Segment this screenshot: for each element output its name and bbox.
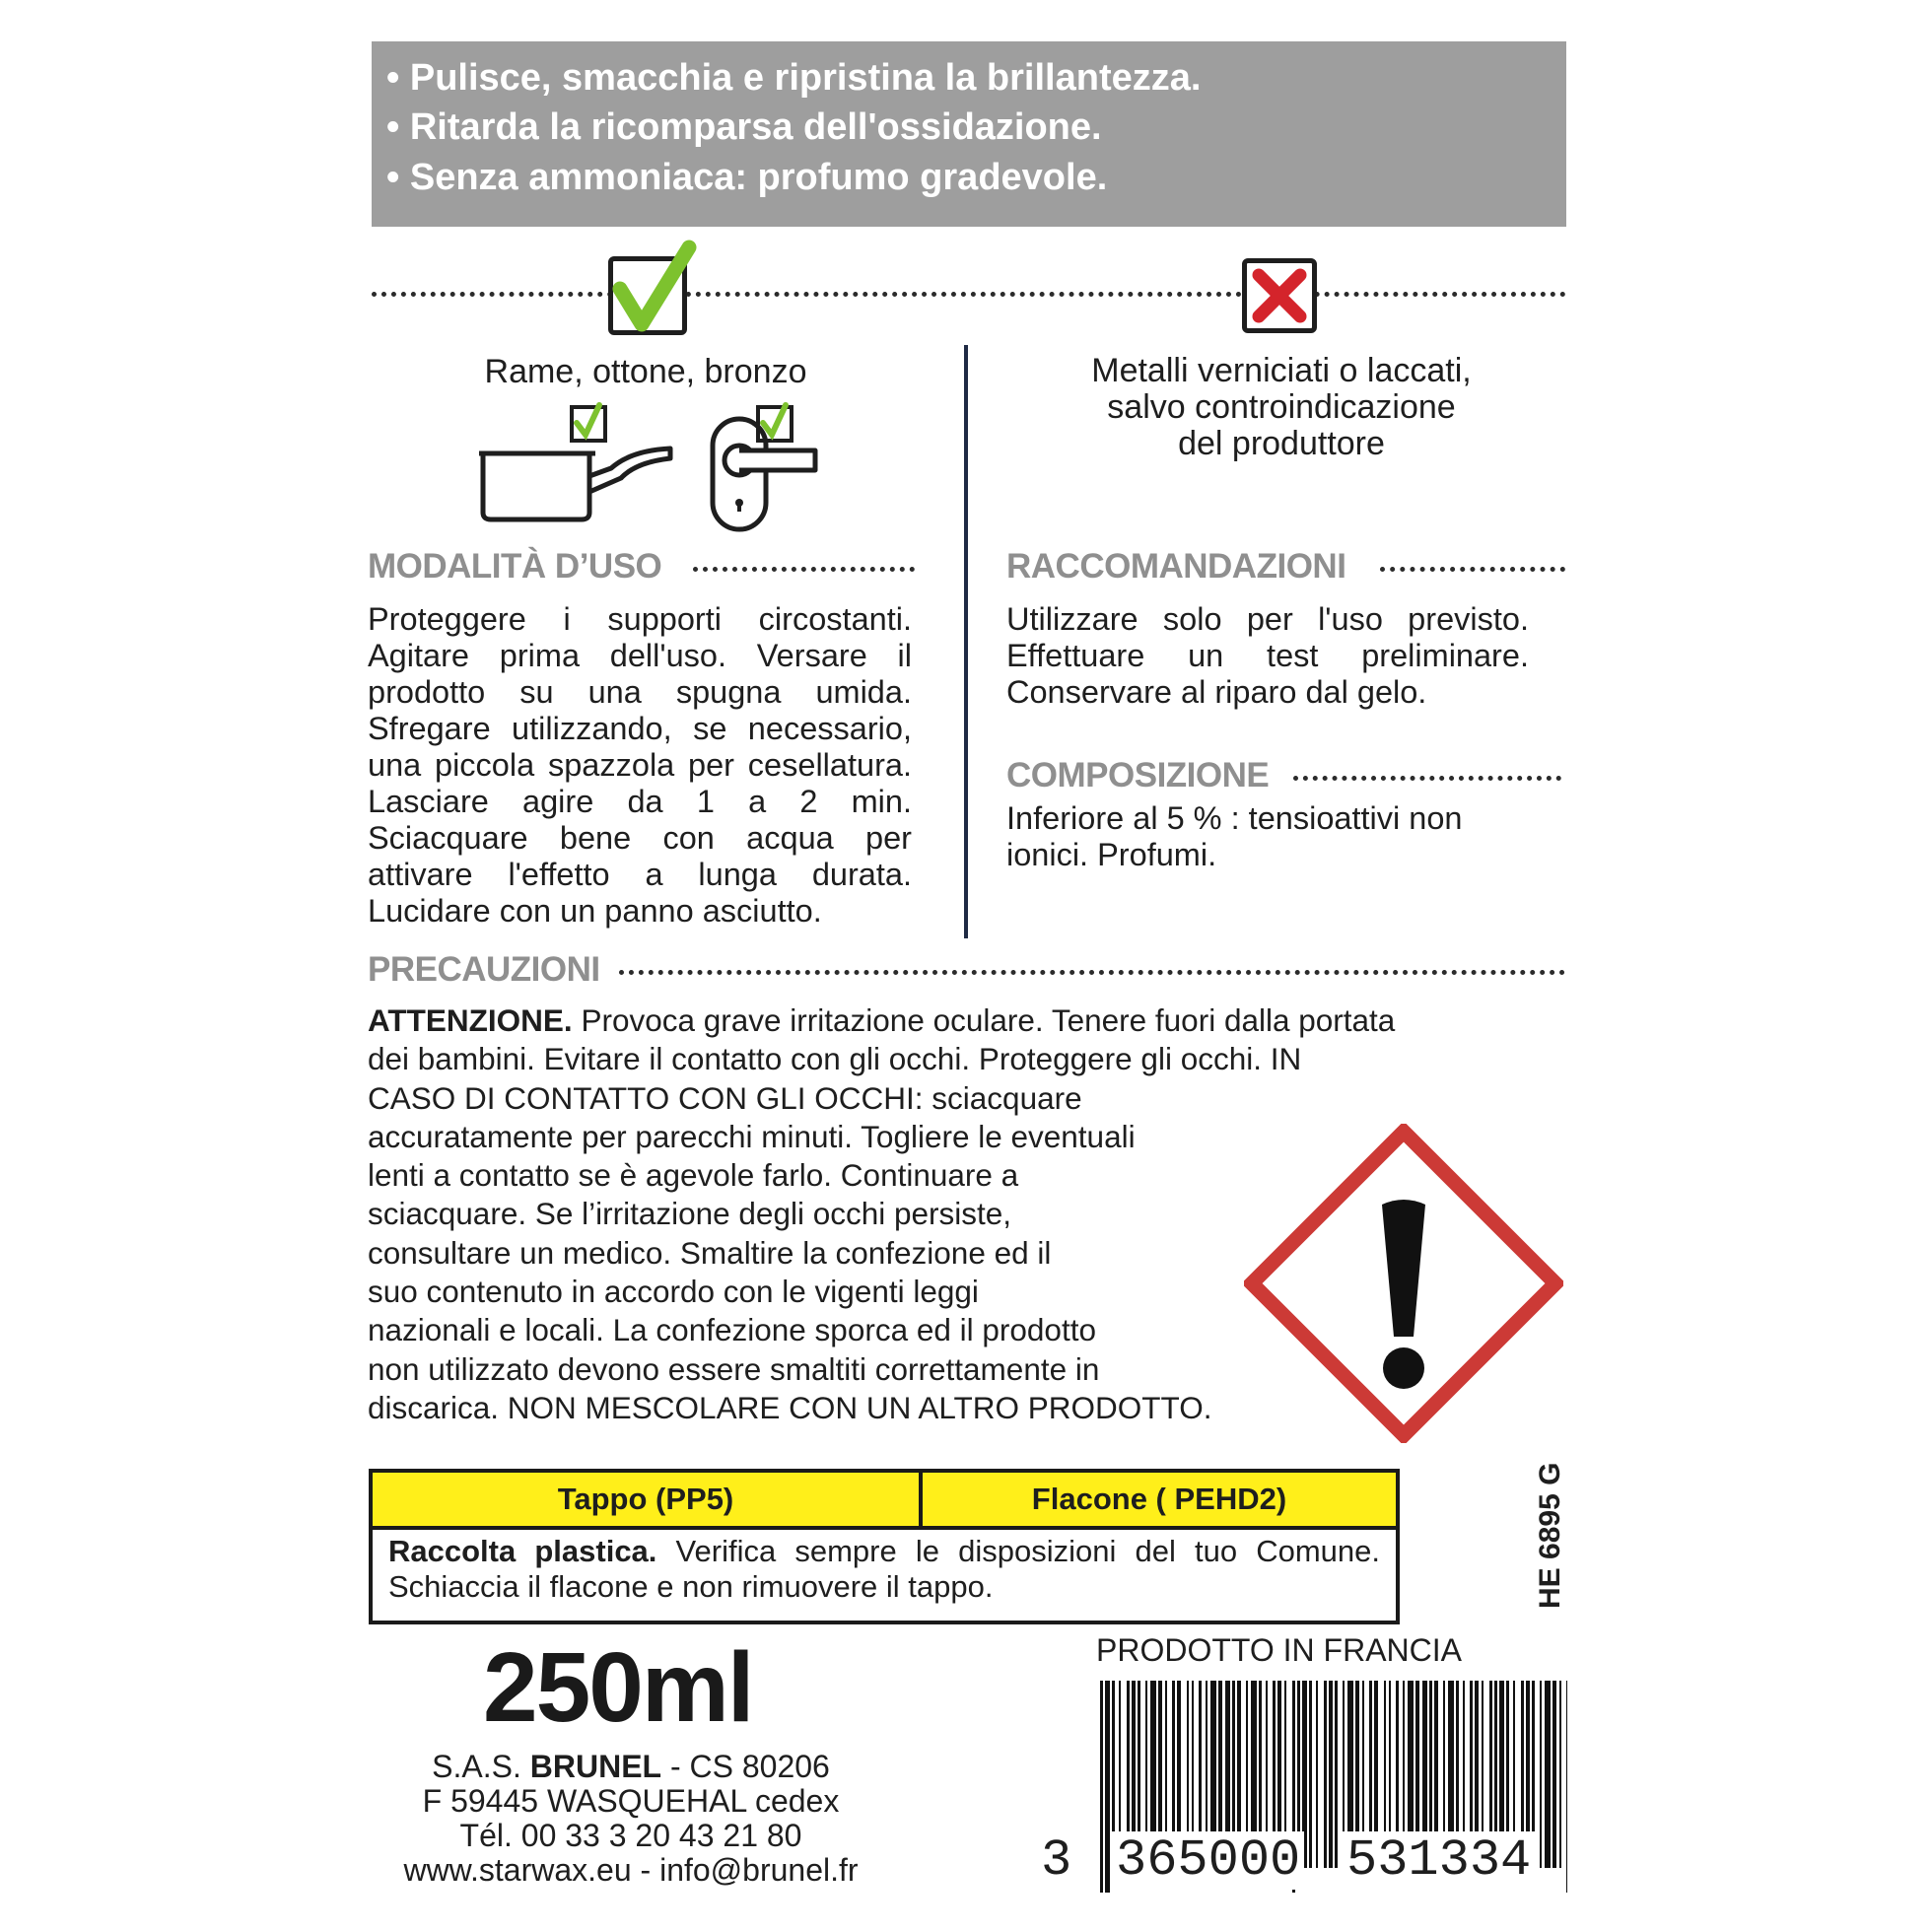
dotted-separator [372, 292, 1566, 297]
barcode-first-digit: 3 [1037, 1831, 1075, 1890]
dotted-separator [619, 970, 1565, 975]
precaution-line: Provoca grave irritazione oculare. Tenere fuori dalla portata [581, 1002, 1396, 1038]
composition-line: ionici. Profumi. [1006, 837, 1217, 872]
product-code: HE 6895 G [1534, 1462, 1566, 1609]
composition-text [1006, 800, 1558, 873]
benefit-line: • Pulisce, smacchia e ripristina la brillantezza. [386, 57, 1202, 99]
company-prefix: S.A.S. [432, 1749, 530, 1784]
company-cs: - CS 80206 [661, 1749, 830, 1784]
door-handle-icon [705, 399, 823, 537]
dotted-separator [693, 567, 915, 572]
barcode-right-digits: 531334 [1343, 1831, 1535, 1890]
precaution-line: consultare un medico. Smaltire la confezione ed il [368, 1234, 1052, 1271]
company-phone: Tél. 00 33 3 20 43 21 80 [459, 1818, 802, 1853]
unsuitable-materials [1025, 353, 1538, 462]
green-check-icon [606, 240, 705, 338]
precaution-line: CASO DI CONTATTO CON GLI OCCHI: sciacquare [368, 1079, 1082, 1116]
precaution-line: dei bambini. Evitare il contatto con gli occhi. Proteggere gli occhi. IN [368, 1041, 1302, 1077]
warning-label: ATTENZIONE. [368, 1002, 573, 1038]
precaution-line: non utilizzato devono essere smaltiti correttamente in [368, 1350, 1100, 1387]
recycling-text: Verifica sempre le disposizioni del tuo Comune. Schiaccia il flacone e non rimuovere il tappo. [388, 1534, 1380, 1604]
precaution-line: sciacquare. Se l’irritazione degli occhi persiste, [368, 1196, 1012, 1232]
exclamation-hazard-icon [1244, 1124, 1563, 1443]
precautions-title: PRECAUZIONI [368, 950, 600, 989]
barcode-left-digits: 365000 [1112, 1831, 1304, 1890]
bottle-material: Flacone ( PEHD2) [1031, 1482, 1287, 1516]
precaution-line: lenti a contatto se è agevole farlo. Continuare a [368, 1157, 1019, 1194]
dotted-separator [1293, 776, 1561, 781]
usage-title: MODALITÀ D’USO [368, 547, 662, 586]
precaution-line: accuratamente per parecchi minuti. Togliere le eventuali [368, 1118, 1136, 1154]
composition-line: Inferiore al 5 % : tensioattivi non [1006, 800, 1463, 836]
recommendations-text: Utilizzare solo per l'uso previsto. Effettuare un test preliminare. Conservare al riparo dal gelo. [1006, 601, 1529, 710]
benefit-line: • Ritarda la ricomparsa dell'ossidazione. [386, 106, 1102, 148]
recycling-header [373, 1473, 1396, 1530]
precaution-line: suo contenuto in accordo con le vigenti leggi [368, 1274, 979, 1310]
red-cross-icon [1247, 263, 1312, 328]
volume: 250ml [483, 1632, 753, 1743]
saucepan-icon [473, 399, 680, 527]
benefit-line: • Senza ammoniaca: profumo gradevole. [386, 157, 1108, 198]
usage-instructions: Proteggere i supporti circostanti. Agitare prima dell'uso. Versare il prodotto su una spugna umida. Sfregare utilizzando, se necessario, una piccola spazzola per cesellatura. Lasciare agire da 1 a 2 min. Sciacquare bene con acqua per attivare l'effetto a lunga durata. Lucidare con un panno asciutto. [368, 601, 912, 929]
company-name: BRUNEL [529, 1749, 662, 1784]
column-divider [964, 345, 968, 938]
precaution-line: discarica. NON MESCOLARE CON UN ALTRO PRODOTTO. [368, 1389, 1212, 1425]
recycling-instructions [388, 1534, 1380, 1605]
unsuitable-line: salvo controindicazione [1107, 388, 1456, 426]
unsuitable-line: del produttore [1178, 425, 1385, 462]
recycling-bold: Raccolta plastica. [388, 1534, 657, 1568]
company-contacts: www.starwax.eu - info@brunel.fr [403, 1852, 859, 1888]
dotted-separator [1380, 567, 1565, 572]
recycling-table [369, 1469, 1400, 1624]
company-city: F 59445 WASQUEHAL cedex [422, 1783, 840, 1819]
composition-title: COMPOSIZIONE [1006, 756, 1270, 794]
precaution-line: nazionali e locali. La confezione sporca ed il prodotto [368, 1312, 1096, 1348]
cap-material: Tappo (PP5) [557, 1482, 734, 1516]
recommendations-title: RACCOMANDAZIONI [1006, 547, 1346, 586]
company-address [365, 1750, 897, 1888]
unsuitable-line: Metalli verniciati o laccati, [1091, 352, 1472, 389]
suitable-materials: Rame, ottone, bronzo [484, 353, 807, 390]
made-in-label: PRODOTTO IN FRANCIA [1096, 1632, 1462, 1668]
